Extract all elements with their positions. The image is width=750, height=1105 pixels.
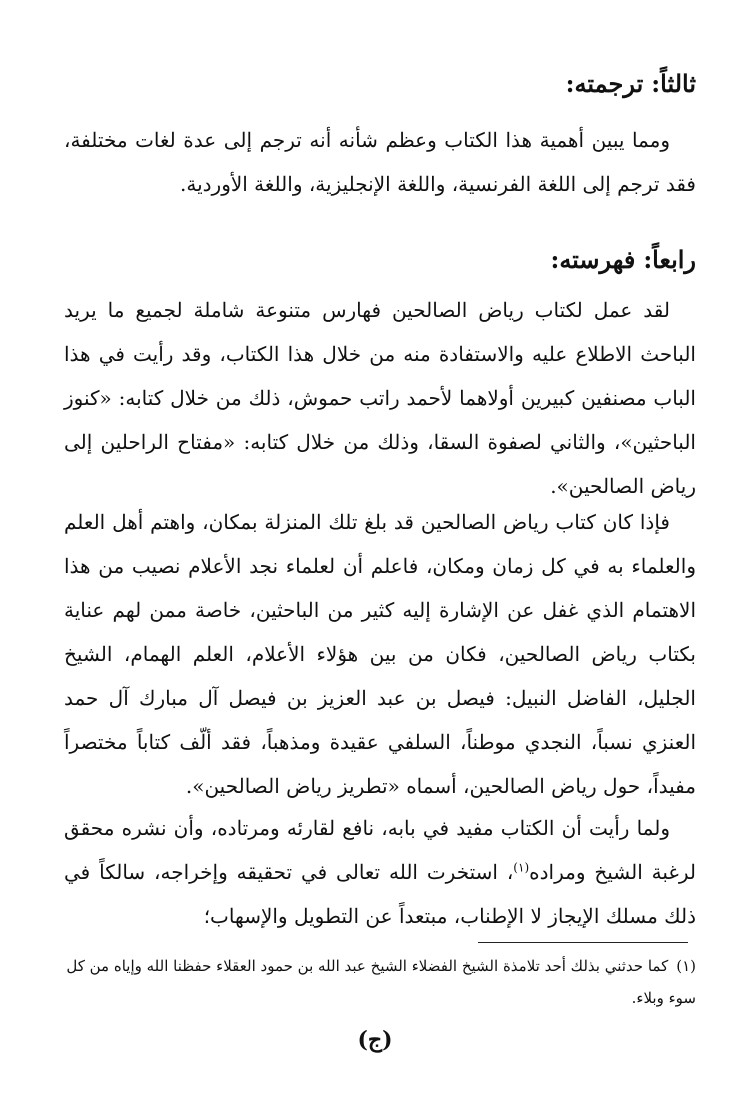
paragraph-text-start: ولما رأيت أن الكتاب مفيد في بابه، نافع لقارئه ومرتاده، وأن نشره محقق لرغبة الشيخ ومراده — [64, 816, 696, 884]
page-number: (ج) — [357, 1027, 393, 1053]
heading-label: رابعاً: — [643, 245, 696, 274]
heading-label: ثالثاً: — [651, 69, 696, 98]
paragraph-text-end: ، استخرت الله تعالى في تحقيقه وإخراجه، سالكاً في ذلك مسلك الإيجاز لا الإطناب، مبتعداً عن التطويل والإسهاب؛ — [64, 860, 696, 928]
section-heading-index — [64, 240, 696, 280]
paragraph-text: فإذا كان كتاب رياض الصالحين قد بلغ تلك المنزلة بمكان، واهتم أهل العلم والعلماء به في كل زمان ومكان، فاعلم أن لعلماء نجد الأعلام نصيب من هذا الاهتمام الذي غفل عن الإشارة إليه كثير من الباحثين، خاصة ممن لهم عناية بكتاب رياض الصالحين، فكان من بين هؤلاء الأعلام، العلم الهمام، الشيخ الجليل، الفاضل النبيل: فيصل بن عبد العزيز بن فيصل آل مبارك آل حمد العنزي نسباً، النجدي موطناً، السلفي عقيدة ومذهباً، فقد ألّف كتاباً مختصراً مفيداً، حول رياض الصالحين، أسماه «تطريز رياض الصالحين». — [64, 510, 697, 798]
paragraph-najd-scholars — [64, 500, 696, 808]
footnote-number: (١) — [676, 957, 696, 975]
footnote-marker: (١) — [513, 860, 530, 875]
footnote — [64, 950, 696, 1014]
footnote-divider — [478, 942, 688, 943]
paragraph-editing-approach — [64, 806, 696, 938]
paragraph-text: لقد عمل لكتاب رياض الصالحين فهارس متنوعة شاملة لجميع ما يريد الباحث الاطلاع عليه والاستفادة منه من خلال هذا الكتاب، وقد رأيت في هذا الباب مصنفين كبيرين أولاهما لأحمد راتب حموش، ذلك من خلال كتابه: «كنوز الباحثين»، والثاني لصفوة السقا، وذلك من خلال كتابه: «مفتاح الراحلين إلى رياض الصالحين». — [64, 298, 696, 498]
heading-title: ترجمته: — [565, 69, 644, 98]
heading-title: فهرسته: — [550, 245, 636, 274]
footnote-text: كما حدثني بذلك أحد تلامذة الشيخ الفضلاء الشيخ عبد الله بن حمود العقلاء حفظنا الله وإياه من كل سوء وبلاء. — [66, 957, 696, 1007]
paragraph-index-works — [64, 288, 696, 508]
paragraph-text: ومما يبين أهمية هذا الكتاب وعظم شأنه أنه ترجم إلى عدة لغات مختلفة، فقد ترجم إلى اللغة الفرنسية، واللغة الإنجليزية، واللغة الأوردية. — [64, 128, 696, 196]
paragraph-translation — [64, 118, 696, 206]
section-heading-translation — [64, 64, 696, 104]
